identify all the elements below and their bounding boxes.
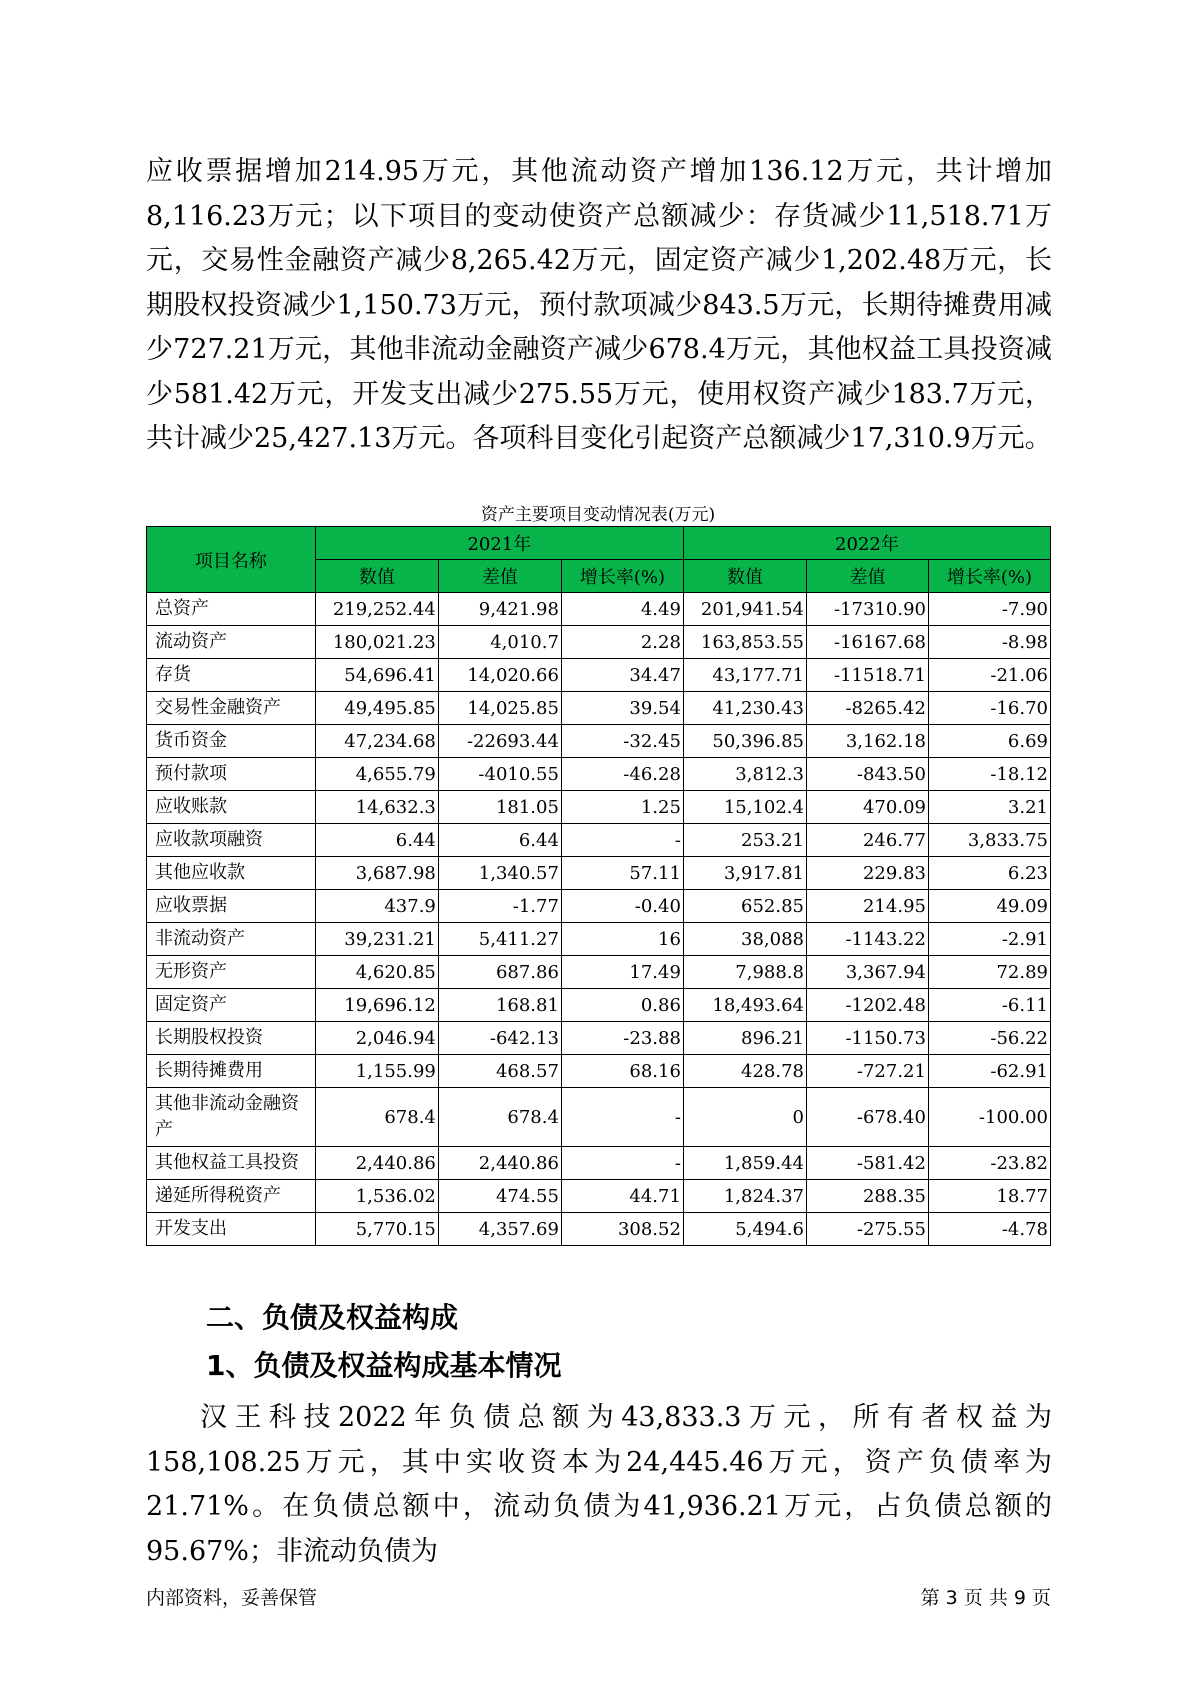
item-name-cell: 开发支出 [147,1213,316,1246]
rate-2022-cell: -56.22 [928,1022,1050,1055]
value-2021-cell: 5,770.15 [315,1213,438,1246]
table-row [147,1180,1051,1213]
rate-2021-cell: - [561,824,683,857]
diff-2021-cell: 14,025.85 [438,692,561,725]
diff-2021-cell: -22693.44 [438,725,561,758]
diff-2022-cell: -678.40 [806,1088,928,1147]
rate-2022-cell: -21.06 [928,659,1050,692]
value-2021-cell: 14,632.3 [315,791,438,824]
rate-2022-cell: -100.00 [928,1088,1050,1147]
item-name-cell: 预付款项 [147,758,316,791]
value-2022-cell: 38,088 [683,923,806,956]
table-row [147,989,1051,1022]
table-body [147,593,1051,1246]
rate-2022-cell: -4.78 [928,1213,1050,1246]
value-2021-cell: 678.4 [315,1088,438,1147]
diff-2022-cell: -843.50 [806,758,928,791]
rate-2021-cell: 44.71 [561,1180,683,1213]
rate-2021-cell: 0.86 [561,989,683,1022]
value-2022-cell: 896.21 [683,1022,806,1055]
table-row [147,626,1051,659]
rate-2022-cell: -16.70 [928,692,1050,725]
diff-2021-cell: -1.77 [438,890,561,923]
value-2022-cell: 50,396.85 [683,725,806,758]
rate-2021-cell: 57.11 [561,857,683,890]
header-value-2022: 数值 [683,560,806,593]
table-row [147,1022,1051,1055]
diff-2021-cell: 678.4 [438,1088,561,1147]
diff-2021-cell: 1,340.57 [438,857,561,890]
rate-2022-cell: 3.21 [928,791,1050,824]
body-paragraph-bottom: 汉王科技2022年负债总额为43,833.3万元，所有者权益为158,108.25万元，其中实收资本为24,445.46万元，资产负债率为21.71%。在负债总额中，流动负债为41,936.21万元，占负债总额的95.67%；非流动负债为 [146,1402,1052,1567]
value-2021-cell: 6.44 [315,824,438,857]
header-item-name: 项目名称 [147,527,316,593]
rate-2022-cell: -23.82 [928,1147,1050,1180]
diff-2022-cell: -17310.90 [806,593,928,626]
rate-2021-cell: 34.47 [561,659,683,692]
item-name-cell: 流动资产 [147,626,316,659]
rate-2021-cell: - [561,1147,683,1180]
value-2021-cell: 180,021.23 [315,626,438,659]
table-row [147,1088,1051,1147]
item-name-cell: 货币资金 [147,725,316,758]
item-name-cell: 无形资产 [147,956,316,989]
value-2022-cell: 43,177.71 [683,659,806,692]
rate-2021-cell: 39.54 [561,692,683,725]
value-2021-cell: 39,231.21 [315,923,438,956]
rate-2021-cell: 308.52 [561,1213,683,1246]
value-2021-cell: 437.9 [315,890,438,923]
rate-2021-cell: 17.49 [561,956,683,989]
table-row [147,725,1051,758]
diff-2022-cell: -16167.68 [806,626,928,659]
table-row [147,692,1051,725]
value-2021-cell: 1,155.99 [315,1055,438,1088]
header-rate-2021: 增长率(%) [561,560,683,593]
diff-2021-cell: 4,357.69 [438,1213,561,1246]
value-2022-cell: 1,824.37 [683,1180,806,1213]
header-value-2021: 数值 [315,560,438,593]
value-2022-cell: 5,494.6 [683,1213,806,1246]
body-paragraph: 应收票据增加214.95万元，其他流动资产增加136.12万元，共计增加8,116.23万元；以下项目的变动使资产总额减少：存货减少11,518.71万元，交易性金融资产减少8,265.42万元，固定资产减少1,202.48万元，长期股权投资减少1,150.73万元，预付款项减少843.5万元，长期待摊费用减少727.21万元，其他非流动金融资产减少678.4万元，其他权益工具投资减少581.42万元，开发支出减少275.55万元，使用权资产减少183.7万元，共计减少25,427.13万元。各项科目变化引起资产总额减少17,310.9万元。 [146,156,1052,454]
header-year-2021: 2021年 [315,527,683,560]
rate-2022-cell: 49.09 [928,890,1050,923]
diff-2022-cell: -1202.48 [806,989,928,1022]
diff-2021-cell: 474.55 [438,1180,561,1213]
value-2021-cell: 2,046.94 [315,1022,438,1055]
table-row [147,1213,1051,1246]
diff-2021-cell: 687.86 [438,956,561,989]
rate-2022-cell: -7.90 [928,593,1050,626]
value-2022-cell: 3,917.81 [683,857,806,890]
diff-2022-cell: -275.55 [806,1213,928,1246]
table-row [147,857,1051,890]
item-name-cell: 非流动资产 [147,923,316,956]
value-2022-cell: 3,812.3 [683,758,806,791]
diff-2022-cell: -8265.42 [806,692,928,725]
rate-2021-cell: -32.45 [561,725,683,758]
item-name-cell: 长期待摊费用 [147,1055,316,1088]
value-2021-cell: 219,252.44 [315,593,438,626]
rate-2021-cell: 1.25 [561,791,683,824]
table-row [147,824,1051,857]
table-caption: 资产主要项目变动情况表(万元) [480,505,716,525]
header-diff-2022: 差值 [806,560,928,593]
diff-2022-cell: 3,162.18 [806,725,928,758]
header-year-2022: 2022年 [683,527,1050,560]
rate-2022-cell: -6.11 [928,989,1050,1022]
item-name-cell: 总资产 [147,593,316,626]
rate-2022-cell: 6.69 [928,725,1050,758]
diff-2021-cell: 2,440.86 [438,1147,561,1180]
value-2021-cell: 1,536.02 [315,1180,438,1213]
diff-2021-cell: 9,421.98 [438,593,561,626]
diff-2021-cell: 4,010.7 [438,626,561,659]
rate-2022-cell: 18.77 [928,1180,1050,1213]
value-2021-cell: 54,696.41 [315,659,438,692]
item-name-cell: 长期股权投资 [147,1022,316,1055]
table-row [147,890,1051,923]
asset-change-table [146,526,1051,1246]
value-2022-cell: 201,941.54 [683,593,806,626]
rate-2022-cell: 6.23 [928,857,1050,890]
item-name-cell: 交易性金融资产 [147,692,316,725]
value-2022-cell: 7,988.8 [683,956,806,989]
sub-heading: 1、负债及权益构成基本情况 [206,1349,562,1382]
footer-confidential-note: 内部资料，妥善保管 [146,1587,318,1609]
header-diff-2021: 差值 [438,560,561,593]
rate-2022-cell: -8.98 [928,626,1050,659]
value-2022-cell: 18,493.64 [683,989,806,1022]
rate-2021-cell: 16 [561,923,683,956]
item-name-cell: 应收票据 [147,890,316,923]
table-row [147,593,1051,626]
item-name-cell: 其他应收款 [147,857,316,890]
table-row [147,1147,1051,1180]
table-row [147,791,1051,824]
rate-2021-cell: 2.28 [561,626,683,659]
diff-2022-cell: 246.77 [806,824,928,857]
value-2022-cell: 15,102.4 [683,791,806,824]
rate-2021-cell: -23.88 [561,1022,683,1055]
rate-2021-cell: -0.40 [561,890,683,923]
value-2021-cell: 49,495.85 [315,692,438,725]
diff-2022-cell: 229.83 [806,857,928,890]
item-name-cell: 其他非流动金融资产 [147,1088,316,1147]
item-name-cell: 递延所得税资产 [147,1180,316,1213]
diff-2022-cell: -1150.73 [806,1022,928,1055]
diff-2022-cell: 288.35 [806,1180,928,1213]
value-2022-cell: 41,230.43 [683,692,806,725]
item-name-cell: 其他权益工具投资 [147,1147,316,1180]
diff-2021-cell: 168.81 [438,989,561,1022]
diff-2022-cell: -581.42 [806,1147,928,1180]
table-row [147,956,1051,989]
rate-2022-cell: -2.91 [928,923,1050,956]
item-name-cell: 存货 [147,659,316,692]
value-2022-cell: 652.85 [683,890,806,923]
diff-2021-cell: 6.44 [438,824,561,857]
item-name-cell: 应收账款 [147,791,316,824]
header-rate-2022: 增长率(%) [928,560,1050,593]
section-heading: 二、负债及权益构成 [206,1301,459,1334]
diff-2022-cell: -1143.22 [806,923,928,956]
table-row [147,659,1051,692]
value-2021-cell: 47,234.68 [315,725,438,758]
table-row [147,1055,1051,1088]
value-2022-cell: 428.78 [683,1055,806,1088]
rate-2021-cell: 68.16 [561,1055,683,1088]
value-2022-cell: 253.21 [683,824,806,857]
diff-2021-cell: 14,020.66 [438,659,561,692]
item-name-cell: 固定资产 [147,989,316,1022]
rate-2021-cell: - [561,1088,683,1147]
diff-2022-cell: 3,367.94 [806,956,928,989]
rate-2022-cell: -62.91 [928,1055,1050,1088]
table-row [147,923,1051,956]
item-name-cell: 应收款项融资 [147,824,316,857]
diff-2022-cell: 470.09 [806,791,928,824]
rate-2021-cell: -46.28 [561,758,683,791]
diff-2021-cell: 468.57 [438,1055,561,1088]
rate-2021-cell: 4.49 [561,593,683,626]
value-2021-cell: 4,620.85 [315,956,438,989]
value-2021-cell: 3,687.98 [315,857,438,890]
diff-2021-cell: -4010.55 [438,758,561,791]
table-row [147,758,1051,791]
rate-2022-cell: 72.89 [928,956,1050,989]
value-2022-cell: 1,859.44 [683,1147,806,1180]
footer-page-number: 第 3 页 共 9 页 [920,1587,1051,1609]
diff-2021-cell: 5,411.27 [438,923,561,956]
rate-2022-cell: 3,833.75 [928,824,1050,857]
value-2021-cell: 2,440.86 [315,1147,438,1180]
diff-2022-cell: -727.21 [806,1055,928,1088]
diff-2021-cell: -642.13 [438,1022,561,1055]
diff-2022-cell: 214.95 [806,890,928,923]
diff-2021-cell: 181.05 [438,791,561,824]
diff-2022-cell: -11518.71 [806,659,928,692]
value-2021-cell: 4,655.79 [315,758,438,791]
rate-2022-cell: -18.12 [928,758,1050,791]
value-2022-cell: 163,853.55 [683,626,806,659]
value-2022-cell: 0 [683,1088,806,1147]
value-2021-cell: 19,696.12 [315,989,438,1022]
